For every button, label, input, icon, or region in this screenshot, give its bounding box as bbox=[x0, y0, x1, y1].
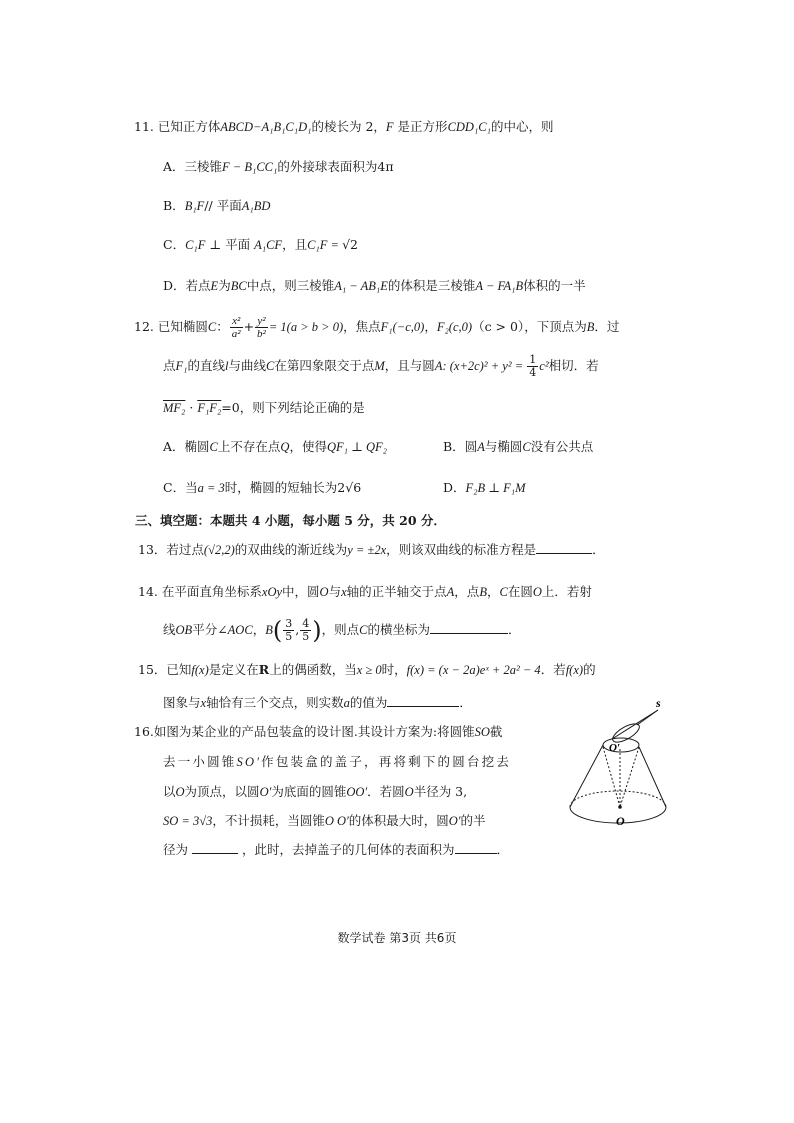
q12-stem-line1: 12. 已知椭圆C： $\frac{\text{x²}}{\text{a²}}$ + $\frac{\text{y²}}{\text{b²}}$ = 1(a > b > 0)，焦点F₁(−c,0)，F₂(c,0)（c > 0），下顶点为B．过 bbox=[134, 315, 620, 340]
q11-option-a: A．三棱锥F − B₁CC₁的外接球表面积为4π bbox=[163, 159, 394, 174]
circle-radius-fraction: $\frac{1}{4}$ bbox=[529, 353, 537, 379]
q16-answer-blank-2[interactable] bbox=[455, 841, 497, 854]
q15-line1: 15．已知f(x)是定义在R上的偶函数，当x ≥ 0时，f(x) = (x − 2a)eˣ + 2a² − 4．若f(x)的 bbox=[138, 662, 596, 677]
section-heading: 三、填空题：本题共 4 小题，每小题 5 分，共 20 分． bbox=[135, 513, 446, 528]
q16-line5: 径为 ，此时，去掉盖子的几何体的表面积为 ． bbox=[163, 842, 510, 857]
q11-stem: 11. 已知正方体ABCD−A₁B₁C₁D₁的棱长为 2，F 是正方形CDD₁C₁的中心，则 bbox=[134, 119, 554, 134]
center-o-dot bbox=[618, 805, 622, 809]
q15-number: 15． bbox=[138, 662, 167, 677]
q12-number: 12. bbox=[134, 319, 154, 334]
q16-answer-blank-1[interactable] bbox=[192, 841, 238, 854]
q16-line1: 16.如图为某企业的产品包装盒的设计图.其设计方案为:将圆锥SO截 bbox=[134, 724, 503, 739]
q14-answer-blank[interactable] bbox=[430, 621, 508, 634]
q14-line2: 线OB平分∠AOC，B( $\frac{3}{5}$ , $\frac{4}{5}$ )，则点C的横坐标为 ． bbox=[163, 616, 521, 645]
q15-answer-blank[interactable] bbox=[387, 694, 459, 707]
ellipse-y-fraction: $\frac{\text{y²}}{\text{b²}}$ bbox=[257, 315, 266, 340]
cone-package-figure bbox=[560, 695, 680, 835]
q12-stem-line2: 点F₁的直线l与曲线C在第四象限交于点M，且与圆A: (x+2c)² + y² = $\frac{1}{4}$ c²相切．若 bbox=[163, 353, 599, 379]
q16-line3: 以O为顶点，以圆O′为底面的圆锥OO′．若圆O半径为 3, bbox=[163, 784, 468, 799]
q16-line2: 去一小圆锥SO′作包装盒的盖子，再将剩下的圆台挖去 bbox=[163, 754, 512, 769]
frustum-left-side bbox=[570, 745, 603, 807]
ellipse-x-fraction: $\frac{\text{x²}}{\text{a²}}$ bbox=[231, 315, 241, 340]
q12-option-b: B．圆A与椭圆C没有公共点 bbox=[443, 439, 594, 454]
q14-number: 14. bbox=[138, 584, 158, 599]
q13-number: 13． bbox=[138, 542, 167, 557]
q11-option-c: C．C₁F ⊥ 平面 A₁CF，且C₁F = √2 bbox=[163, 237, 359, 252]
label-o-prime: O′ bbox=[609, 742, 621, 754]
q11-option-b: B．B₁F// 平面A₁BD bbox=[163, 198, 271, 213]
inner-cone-left bbox=[603, 747, 620, 807]
q11-number: 11. bbox=[134, 119, 154, 134]
q12-option-a: A．椭圆C上不存在点Q，使得QF₁ ⊥ QF₂ bbox=[163, 439, 387, 454]
q11-option-d: D．若点E为BC中点，则三棱锥A₁ − AB₁E的体积是三棱锥A − FA₁B体积的一半 bbox=[163, 278, 586, 293]
q13-answer-blank[interactable] bbox=[536, 541, 592, 554]
lid-side-2 bbox=[637, 710, 658, 725]
label-o: O bbox=[616, 814, 625, 828]
page-footer: 数学试卷 第3页 共6页 bbox=[337, 931, 457, 945]
frustum-right-side bbox=[639, 747, 666, 807]
q12-option-d: D．F₂B ⊥ F₁M bbox=[443, 480, 526, 495]
q16-number: 16. bbox=[134, 724, 154, 739]
inner-cone-right bbox=[620, 747, 639, 807]
q12-option-c: C．当a = 3时，椭圆的短轴长为2√6 bbox=[163, 480, 362, 495]
label-s: s bbox=[656, 696, 661, 710]
q14-line1: 14. 在平面直角坐标系xOy中，圆O与x轴的正半轴交于点A，点B，C在圆O上．若射 bbox=[138, 584, 592, 599]
q13: 13．若过点(√2,2)的双曲线的渐近线为y = ±2x，则该双曲线的标准方程是 ． bbox=[138, 542, 605, 557]
q16-line4: SO = 3√3，不计损耗，当圆锥O O′的体积最大时，圆O′的半 bbox=[163, 813, 486, 828]
q15-line2: 图象与x轴恰有三个交点，则实数a的值为 ． bbox=[163, 695, 472, 710]
q12-stem-line3: MF₂ · F₁F₂=0，则下列结论正确的是 bbox=[163, 400, 365, 415]
base-ellipse-back bbox=[570, 791, 666, 807]
